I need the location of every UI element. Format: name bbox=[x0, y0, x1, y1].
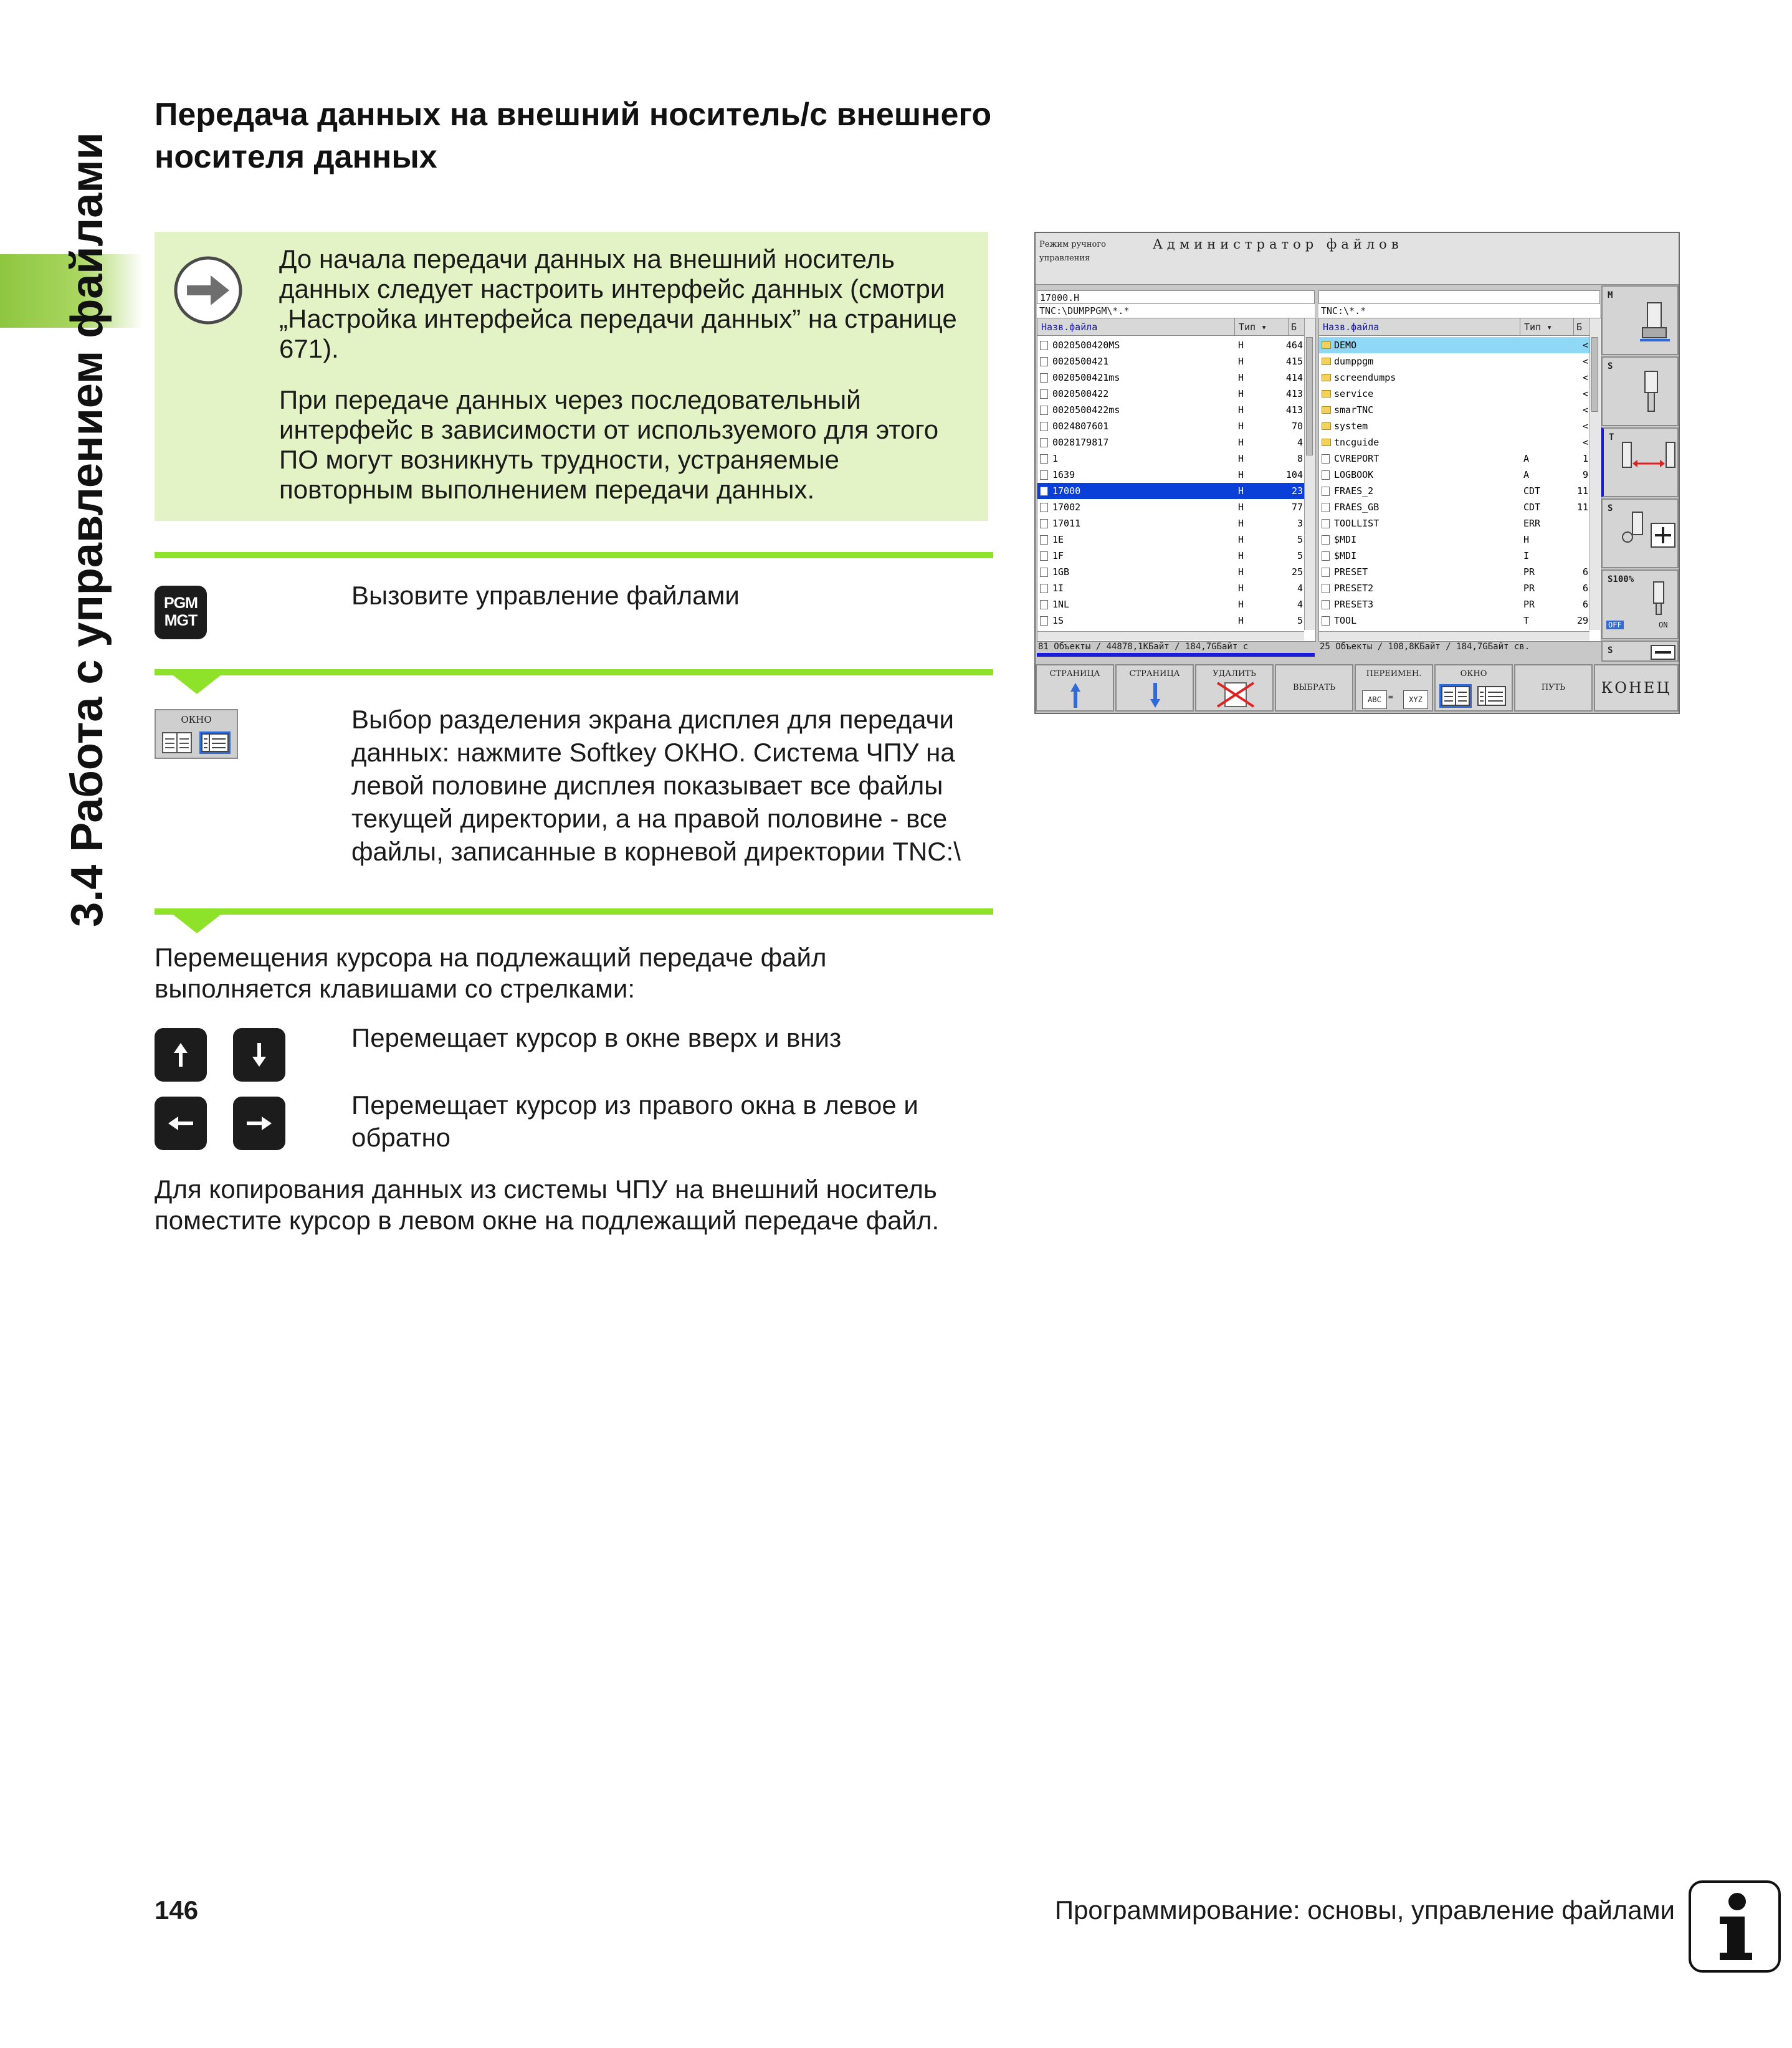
spindle-icon bbox=[1646, 579, 1671, 617]
file-type: H bbox=[1238, 469, 1244, 480]
right-file-row[interactable] bbox=[1319, 337, 1589, 353]
left-file-row[interactable] bbox=[1037, 386, 1304, 402]
file-name: smarTNC bbox=[1334, 404, 1374, 416]
file-name: service bbox=[1334, 388, 1374, 399]
file-size: 4 bbox=[1297, 599, 1303, 610]
file-size: < bbox=[1582, 421, 1588, 432]
file-icon bbox=[1040, 616, 1048, 626]
right-hscrollbar[interactable] bbox=[1319, 631, 1589, 641]
arrow-keys-updown-text: Перемещает курсор в окне вверх и вниз bbox=[351, 1023, 842, 1052]
file-name: 17011 bbox=[1052, 518, 1081, 529]
folder-icon bbox=[1322, 358, 1331, 365]
right-file-row[interactable] bbox=[1319, 531, 1589, 548]
file-size: < bbox=[1582, 356, 1588, 367]
file-icon bbox=[1322, 535, 1330, 545]
right-col-name[interactable]: Назв.файла bbox=[1319, 318, 1520, 336]
softkey-page-down[interactable]: СТРАНИЦА bbox=[1115, 664, 1194, 712]
file-size: 6 bbox=[1582, 583, 1588, 594]
right-path: TNC:\*.* bbox=[1318, 304, 1600, 318]
file-name: tncguide bbox=[1334, 437, 1380, 448]
right-file-row[interactable] bbox=[1319, 434, 1589, 450]
left-file-row[interactable] bbox=[1037, 483, 1304, 499]
left-rows bbox=[1037, 337, 1304, 631]
softkey-select[interactable]: ВЫБРАТЬ bbox=[1275, 664, 1353, 712]
file-size: 8 bbox=[1297, 453, 1303, 464]
vsoftkey-s-plus[interactable]: S bbox=[1601, 498, 1679, 568]
file-name: 0024807601 bbox=[1052, 421, 1109, 432]
file-name: DEMO bbox=[1334, 340, 1357, 351]
step-1-text: Вызовите управление файлами bbox=[351, 581, 740, 610]
right-file-row[interactable] bbox=[1319, 386, 1589, 402]
file-size: < bbox=[1582, 372, 1588, 383]
info-i-glyph bbox=[1691, 1883, 1778, 1970]
file-type: H bbox=[1238, 421, 1244, 432]
vsoftkey-m[interactable]: M bbox=[1601, 285, 1679, 355]
vsoftkey-s100[interactable]: S100% OFF ON bbox=[1601, 569, 1679, 639]
side-tab-title: 3.4 Работа с управлением файлами bbox=[62, 132, 112, 927]
softkey-page-up[interactable]: СТРАНИЦА bbox=[1036, 664, 1114, 712]
file-name: $MDI bbox=[1334, 550, 1357, 561]
vsoftkey-t[interactable]: T bbox=[1601, 427, 1679, 497]
left-file-row[interactable] bbox=[1037, 499, 1304, 515]
right-scroll-thumb[interactable] bbox=[1591, 337, 1598, 412]
file-icon bbox=[1040, 357, 1048, 366]
file-size: 414 bbox=[1285, 372, 1303, 383]
file-name: FRAES_GB bbox=[1334, 502, 1380, 513]
file-type: I bbox=[1523, 550, 1530, 561]
file-type: ERR bbox=[1523, 518, 1541, 529]
file-name: TOOL bbox=[1334, 615, 1357, 626]
note-paragraph-1: До начала передачи данных на внешний носитель данных следует настроить интерфейс данных (смотри „Настройка интерфейса передачи данных” на странице 671). bbox=[279, 244, 957, 363]
folder-icon bbox=[1322, 341, 1331, 349]
left-file-row[interactable] bbox=[1037, 548, 1304, 564]
file-size: 1 bbox=[1582, 453, 1588, 464]
file-type: PR bbox=[1523, 566, 1535, 578]
arrow-left-icon bbox=[166, 1114, 196, 1133]
file-size: 464 bbox=[1285, 340, 1303, 351]
file-type: H bbox=[1238, 518, 1244, 529]
file-size: < bbox=[1582, 404, 1588, 416]
rename-equals-icon: = bbox=[1388, 693, 1393, 702]
right-col-size[interactable]: Б bbox=[1573, 318, 1589, 336]
file-type: H bbox=[1238, 372, 1244, 383]
file-type: H bbox=[1238, 599, 1244, 610]
file-icon bbox=[1322, 487, 1330, 496]
file-name: 17000 bbox=[1052, 485, 1081, 497]
file-icon bbox=[1040, 341, 1048, 350]
left-file-row[interactable] bbox=[1037, 612, 1304, 629]
okno-softkey[interactable]: ОКНО bbox=[155, 709, 238, 759]
file-name: CVREPORT bbox=[1334, 453, 1380, 464]
arrow-left-key[interactable] bbox=[155, 1097, 207, 1150]
arrow-up-icon bbox=[1069, 682, 1082, 709]
file-name: 1I bbox=[1052, 583, 1064, 594]
left-active-bar bbox=[1037, 653, 1315, 657]
info-icon bbox=[1689, 1880, 1781, 1973]
file-size: 23 bbox=[1291, 485, 1303, 497]
file-icon bbox=[1040, 454, 1048, 464]
file-type: H bbox=[1238, 356, 1244, 367]
file-name: 1S bbox=[1052, 615, 1064, 626]
file-size: 6 bbox=[1582, 566, 1588, 578]
tool-change-icon bbox=[1619, 439, 1679, 488]
file-name: 17002 bbox=[1052, 502, 1081, 513]
file-icon bbox=[1040, 600, 1048, 609]
file-name: 1 bbox=[1052, 453, 1059, 464]
file-name: dumppgm bbox=[1334, 356, 1374, 367]
file-name: 0020500422ms bbox=[1052, 404, 1120, 416]
left-file-row[interactable] bbox=[1037, 434, 1304, 450]
file-size: 6 bbox=[1582, 599, 1588, 610]
mode-panel bbox=[1036, 233, 1146, 285]
section-divider bbox=[155, 908, 993, 915]
softkey-path[interactable]: ПУТЬ bbox=[1514, 664, 1593, 712]
file-size: 104 bbox=[1285, 469, 1303, 480]
left-file-row[interactable] bbox=[1037, 402, 1304, 418]
right-status: 25 Объекты / 108,8КБайт / 184,7GБайт св. bbox=[1320, 642, 1530, 652]
file-type: H bbox=[1238, 340, 1244, 351]
left-col-name[interactable]: Назв.файла bbox=[1037, 318, 1234, 336]
right-file-row[interactable] bbox=[1319, 353, 1589, 369]
copy-instruction-text: Для копирования данных из системы ЧПУ на внешний носитель поместите курсор в левом окне на подлежащий передаче файл. bbox=[155, 1174, 940, 1235]
file-icon bbox=[1322, 584, 1330, 593]
file-type: PR bbox=[1523, 599, 1535, 610]
delete-file-icon bbox=[1215, 680, 1256, 709]
right-file-row[interactable] bbox=[1319, 450, 1589, 467]
file-icon bbox=[1040, 406, 1048, 415]
cnc-screen bbox=[1034, 232, 1680, 714]
step-2-text: Выбор разделения экрана дисплея для передачи данных: нажмите Softkey ОКНО. Система ЧПУ на левой половине дисплея показывает все файлы текущей директории, а на правой половине - все файлы, записанные в корневой директории TNC:\ bbox=[351, 705, 961, 866]
vsoftkey-s1[interactable]: S bbox=[1601, 356, 1679, 426]
file-icon bbox=[1322, 519, 1330, 528]
note-paragraph-2: При передаче данных через последовательный интерфейс в зависимости от используемого для этого ПО могут возникнуть трудности, устраняемые повторным выполнением передачи данных. bbox=[279, 385, 939, 504]
left-col-size[interactable]: Б bbox=[1288, 318, 1304, 336]
file-type: H bbox=[1238, 615, 1244, 626]
file-icon bbox=[1322, 503, 1330, 512]
file-name: 1E bbox=[1052, 534, 1064, 545]
right-file-row[interactable] bbox=[1319, 467, 1589, 483]
file-name: 0020500421ms bbox=[1052, 372, 1120, 383]
softkey-end[interactable]: КОНЕЦ bbox=[1594, 664, 1679, 712]
file-icon bbox=[1040, 551, 1048, 561]
file-size: 11 bbox=[1576, 485, 1588, 497]
right-file-box bbox=[1318, 290, 1600, 304]
arrow-up-key[interactable] bbox=[155, 1028, 207, 1082]
folder-icon bbox=[1322, 390, 1331, 398]
right-file-row[interactable] bbox=[1319, 483, 1589, 499]
file-type: H bbox=[1238, 388, 1244, 399]
right-file-row[interactable] bbox=[1319, 564, 1589, 580]
file-name: 1F bbox=[1052, 550, 1064, 561]
file-name: 0020500421 bbox=[1052, 356, 1109, 367]
file-size: 25 bbox=[1291, 566, 1303, 578]
file-name: 1NL bbox=[1052, 599, 1070, 610]
section-divider bbox=[155, 552, 993, 558]
pgm-mgt-key[interactable]: PGM MGT bbox=[155, 586, 207, 639]
file-size: 3 bbox=[1297, 518, 1303, 529]
left-file-row[interactable] bbox=[1037, 337, 1304, 353]
left-file-row[interactable] bbox=[1037, 450, 1304, 467]
file-size: 413 bbox=[1285, 404, 1303, 416]
file-name: 0020500422 bbox=[1052, 388, 1109, 399]
file-icon bbox=[1040, 568, 1048, 577]
file-name: 1GB bbox=[1052, 566, 1070, 578]
file-type: H bbox=[1523, 534, 1530, 545]
title-panel bbox=[1145, 233, 1679, 285]
softkey-window[interactable]: ОКНО bbox=[1434, 664, 1513, 712]
file-icon bbox=[1322, 616, 1330, 626]
file-size: 4 bbox=[1297, 583, 1303, 594]
rename-abc-icon: ABC bbox=[1362, 690, 1387, 709]
file-icon bbox=[1040, 373, 1048, 383]
file-size: < bbox=[1582, 437, 1588, 448]
file-name: PRESET2 bbox=[1334, 583, 1374, 594]
file-name: FRAES_2 bbox=[1334, 485, 1374, 497]
file-icon bbox=[1040, 422, 1048, 431]
right-file-row[interactable] bbox=[1319, 402, 1589, 418]
arrow-down-icon bbox=[1149, 682, 1161, 709]
page-title: Передача данных на внешний носитель/с внешнего носителя данных bbox=[155, 97, 992, 175]
vsoftkey-s-minus[interactable]: S bbox=[1601, 641, 1679, 662]
file-type: H bbox=[1238, 583, 1244, 594]
right-file-row[interactable] bbox=[1319, 418, 1589, 434]
left-file-row[interactable] bbox=[1037, 596, 1304, 612]
left-hscrollbar[interactable] bbox=[1037, 631, 1304, 641]
file-type: T bbox=[1523, 615, 1530, 626]
folder-icon bbox=[1322, 406, 1331, 414]
page-number: 146 bbox=[155, 1895, 199, 1925]
file-icon bbox=[1322, 568, 1330, 577]
tool-icon bbox=[1639, 369, 1664, 419]
file-icon bbox=[1322, 454, 1330, 464]
folder-icon bbox=[1322, 374, 1331, 381]
right-rows bbox=[1319, 337, 1589, 631]
file-icon bbox=[1040, 470, 1048, 480]
operating-mode: Режим ручного управления bbox=[1039, 240, 1107, 263]
left-file-row[interactable] bbox=[1037, 353, 1304, 369]
spindle-head-icon bbox=[1639, 300, 1671, 343]
right-file-row[interactable] bbox=[1319, 612, 1589, 629]
file-name: LOGBOOK bbox=[1334, 469, 1374, 480]
left-status: 81 Объекты / 44878,1КБайт / 184,7GБайт с bbox=[1038, 642, 1249, 652]
softkey-delete[interactable]: УДАЛИТЬ bbox=[1195, 664, 1274, 712]
right-file-row[interactable] bbox=[1319, 369, 1589, 386]
right-scrollbar[interactable] bbox=[1589, 318, 1600, 630]
left-file-row[interactable] bbox=[1037, 531, 1304, 548]
left-path: TNC:\DUMPPGM\*.* bbox=[1037, 304, 1315, 318]
softkey-rename[interactable]: ПЕРЕИМЕН. ABC = XYZ bbox=[1355, 664, 1433, 712]
spindle-plus-icon bbox=[1621, 510, 1677, 560]
left-file-row[interactable] bbox=[1037, 564, 1304, 580]
left-file-row[interactable] bbox=[1037, 467, 1304, 483]
right-col-type[interactable]: Тип ▾ bbox=[1520, 318, 1573, 336]
cursor-intro-text: Перемещения курсора на подлежащий передаче файл выполняется клавишами со стрелками: bbox=[155, 943, 827, 1003]
right-file-row[interactable] bbox=[1319, 515, 1589, 531]
file-icon bbox=[1322, 600, 1330, 609]
file-type: CDT bbox=[1523, 502, 1541, 513]
file-icon bbox=[1040, 487, 1048, 496]
file-type: H bbox=[1238, 502, 1244, 513]
file-icon bbox=[1322, 470, 1330, 480]
file-name: $MDI bbox=[1334, 534, 1357, 545]
left-col-type[interactable]: Тип ▾ bbox=[1234, 318, 1288, 336]
screen-title: Администратор файлов bbox=[1153, 237, 1403, 252]
file-type: H bbox=[1238, 437, 1244, 448]
arrow-down-icon bbox=[250, 1041, 269, 1069]
arrow-right-icon bbox=[244, 1114, 274, 1133]
file-name: system bbox=[1334, 421, 1368, 432]
arrow-right-icon bbox=[173, 255, 243, 325]
file-name: 0020500420MS bbox=[1052, 340, 1120, 351]
file-size: 77 bbox=[1291, 502, 1303, 513]
file-icon bbox=[1040, 503, 1048, 512]
file-size: 70 bbox=[1291, 421, 1303, 432]
file-name: PRESET3 bbox=[1334, 599, 1374, 610]
file-icon bbox=[1040, 389, 1048, 399]
file-type: A bbox=[1523, 469, 1530, 480]
file-icon bbox=[1040, 584, 1048, 593]
section-divider bbox=[155, 669, 993, 675]
file-type: H bbox=[1238, 453, 1244, 464]
file-size: < bbox=[1582, 388, 1588, 399]
split-window-icon bbox=[162, 731, 232, 755]
footer-chapter-title: Программирование: основы, управление файлами bbox=[1054, 1895, 1675, 1925]
file-type: H bbox=[1238, 485, 1244, 497]
file-type: H bbox=[1238, 550, 1244, 561]
right-file-row[interactable] bbox=[1319, 580, 1589, 596]
file-icon bbox=[1040, 519, 1048, 528]
right-file-row[interactable] bbox=[1319, 548, 1589, 564]
left-scrollbar[interactable] bbox=[1304, 318, 1315, 630]
folder-icon bbox=[1322, 422, 1331, 430]
arrow-keys-leftright-text: Перемещает курсор из правого окна в левое и обратно bbox=[351, 1090, 918, 1152]
file-icon bbox=[1322, 551, 1330, 561]
minus-icon bbox=[1650, 644, 1676, 660]
divider-arrow bbox=[173, 675, 221, 694]
folder-icon bbox=[1322, 439, 1331, 446]
rename-xyz-icon: XYZ bbox=[1403, 690, 1428, 709]
file-size: 5 bbox=[1297, 534, 1303, 545]
left-file-list bbox=[1037, 318, 1316, 642]
spindle-off-indicator: OFF bbox=[1606, 621, 1624, 629]
file-type: CDT bbox=[1523, 485, 1541, 497]
file-size: 29 bbox=[1576, 615, 1588, 626]
right-file-list bbox=[1318, 318, 1601, 642]
file-size: 9 bbox=[1582, 469, 1588, 480]
spindle-on-indicator: ON bbox=[1659, 621, 1668, 629]
file-type: H bbox=[1238, 404, 1244, 416]
file-size: < bbox=[1582, 340, 1588, 351]
file-size: 11 bbox=[1576, 502, 1588, 513]
file-type: PR bbox=[1523, 583, 1535, 594]
file-size: 4 bbox=[1297, 437, 1303, 448]
left-file-row[interactable] bbox=[1037, 580, 1304, 596]
file-name: 1639 bbox=[1052, 469, 1075, 480]
arrow-right-key[interactable] bbox=[233, 1097, 285, 1150]
file-size: 413 bbox=[1285, 388, 1303, 399]
file-type: H bbox=[1238, 534, 1244, 545]
file-icon bbox=[1040, 535, 1048, 545]
file-name: 0028179817 bbox=[1052, 437, 1109, 448]
arrow-down-key[interactable] bbox=[233, 1028, 285, 1082]
file-type: H bbox=[1238, 566, 1244, 578]
file-size: 5 bbox=[1297, 550, 1303, 561]
file-size: 415 bbox=[1285, 356, 1303, 367]
left-file-row[interactable] bbox=[1037, 418, 1304, 434]
file-name: TOOLLIST bbox=[1334, 518, 1380, 529]
divider-arrow bbox=[173, 915, 221, 933]
file-name: PRESET bbox=[1334, 566, 1368, 578]
left-current-file: 17000.H bbox=[1037, 290, 1315, 304]
file-name: screendumps bbox=[1334, 372, 1396, 383]
file-icon bbox=[1040, 438, 1048, 447]
left-scroll-thumb[interactable] bbox=[1306, 337, 1313, 455]
right-file-row[interactable] bbox=[1319, 596, 1589, 612]
right-file-row[interactable] bbox=[1319, 499, 1589, 515]
arrow-up-icon bbox=[171, 1041, 190, 1069]
split-window-icon bbox=[1439, 684, 1509, 708]
left-file-row[interactable] bbox=[1037, 369, 1304, 386]
file-type: A bbox=[1523, 453, 1530, 464]
file-size: 5 bbox=[1297, 615, 1303, 626]
left-file-row[interactable] bbox=[1037, 515, 1304, 531]
